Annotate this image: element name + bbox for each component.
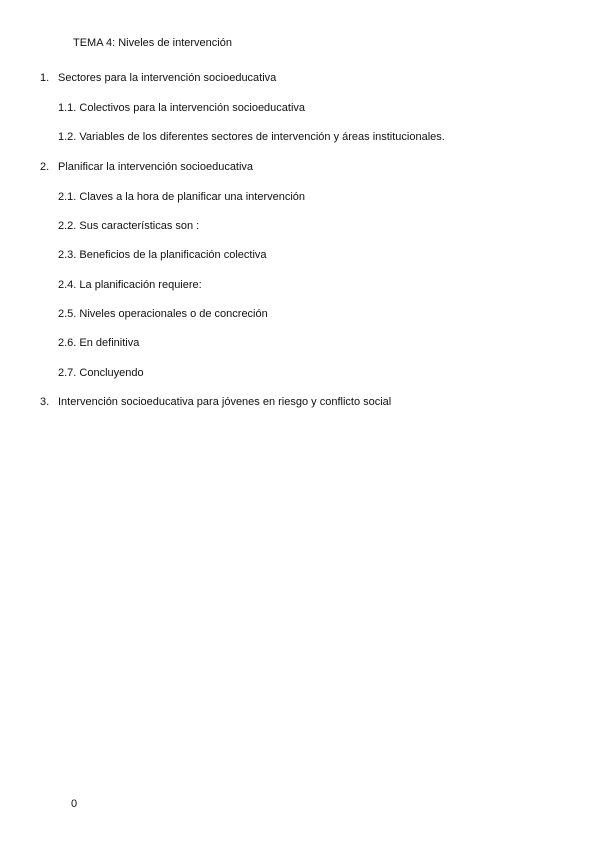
- page-number: 0: [71, 798, 78, 810]
- toc-item-3-number: 3.: [40, 396, 50, 408]
- toc-item-2-number: 2.: [40, 161, 50, 173]
- toc-item-3-text: Intervención socioeducativa para jóvenes en riesgo y conflicto social: [58, 396, 392, 408]
- toc-item-1-number: 1.: [40, 72, 50, 84]
- toc-item-2-3: 2.3. Beneficios de la planificación colectiva: [58, 249, 267, 261]
- toc-item-1-1: 1.1. Colectivos para la intervención socioeducativa: [58, 102, 306, 114]
- toc-item-2-1: 2.1. Claves a la hora de planificar una intervención: [58, 191, 306, 203]
- toc-item-2-4: 2.4. La planificación requiere:: [58, 279, 202, 291]
- toc-item-1-2: 1.2. Variables de los diferentes sectores de intervención y áreas institucionales.: [58, 131, 445, 143]
- toc-item-2-7: 2.7. Concluyendo: [58, 367, 144, 379]
- page-title: TEMA 4: Niveles de intervención: [73, 37, 232, 49]
- toc-item-2-text: Planificar la intervención socioeducativa: [58, 161, 254, 173]
- toc-item-1-text: Sectores para la intervención socioeducativa: [58, 72, 277, 84]
- toc-item-2-6: 2.6. En definitiva: [58, 337, 140, 349]
- toc-item-2-2: 2.2. Sus características son :: [58, 220, 200, 232]
- toc-item-2-5: 2.5. Niveles operacionales o de concreción: [58, 308, 268, 320]
